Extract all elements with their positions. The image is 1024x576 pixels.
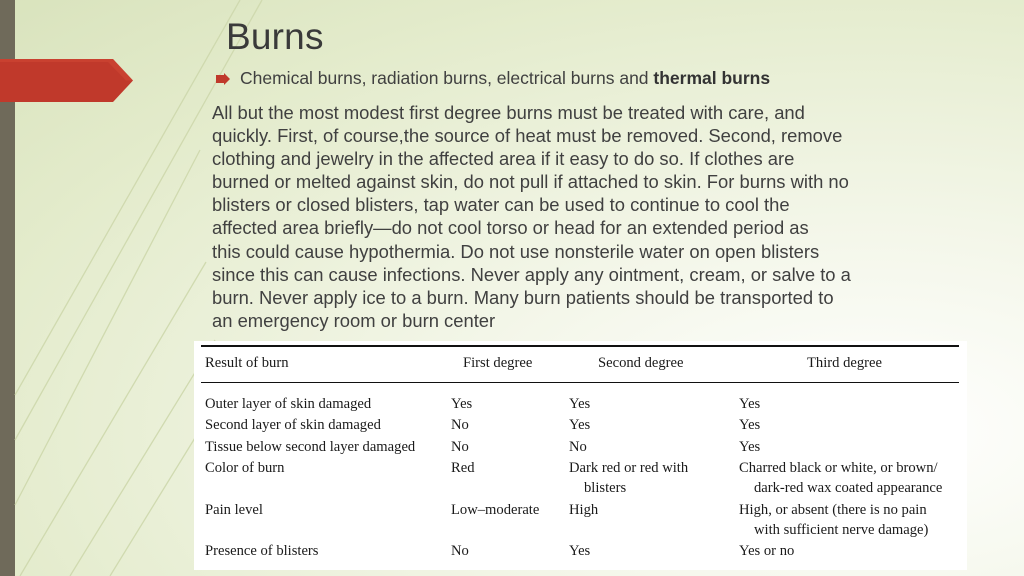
cell-third-degree: Yes or no xyxy=(739,543,795,559)
cell-result: Outer layer of skin damaged xyxy=(205,395,372,412)
bullet-item xyxy=(216,68,770,89)
cell-result: Pain level xyxy=(205,501,263,518)
cell-second-degree xyxy=(569,458,739,500)
cell-line: Dark red or red with xyxy=(569,460,689,476)
cell-first-degree: No xyxy=(451,543,469,559)
paragraph-line: an emergency room or burn center xyxy=(212,309,496,331)
cell-result: Color of burn xyxy=(205,460,285,476)
cell-second-degree: No xyxy=(569,438,587,455)
table-row xyxy=(201,437,959,459)
cell-result: Presence of blisters xyxy=(205,543,319,559)
paragraph-line: quickly. First, of course,the source of heat must be removed. Second, remove xyxy=(212,125,843,147)
accent-red-tab xyxy=(0,59,133,102)
cell-line-cont: dark-red wax coated appearance xyxy=(754,480,943,496)
paragraph-line: clothing and jewelry in the affected area if it easy to do so. If clothes are xyxy=(212,148,795,170)
table-row xyxy=(201,394,959,416)
cell-third-degree: Yes xyxy=(739,438,761,455)
paragraph-line: burn. Never apply ice to a burn. Many burn patients should be transported to xyxy=(212,286,834,308)
header-first-degree: First degree xyxy=(463,355,533,371)
paragraph-line: since this can cause infections. Never apply any ointment, cream, or salve to a xyxy=(212,263,851,285)
paragraph-line: All but the most modest first degree burns must be treated with care, and xyxy=(212,102,805,123)
cell-second-degree: Yes xyxy=(569,395,591,412)
table-header-row xyxy=(201,346,959,383)
cell-third-degree xyxy=(739,458,959,500)
table-row xyxy=(201,458,959,500)
arrow-bullet-icon xyxy=(216,73,230,85)
cell-line-cont: with sufficient nerve damage) xyxy=(754,521,929,538)
cell-result: Tissue below second layer damaged xyxy=(205,438,416,455)
table-row xyxy=(201,500,959,542)
bullet-bold-text: thermal burns xyxy=(653,68,771,88)
cell-third-degree xyxy=(739,500,959,542)
cell-line-cont: blisters xyxy=(584,480,627,496)
cell-second-degree: Yes xyxy=(569,417,591,433)
header-result-of-burn: Result of burn xyxy=(205,355,289,371)
burn-degree-table xyxy=(201,345,959,561)
cell-line: Charred black or white, or brown/ xyxy=(739,460,938,476)
table-spacer xyxy=(201,383,959,394)
cell-first-degree: Low–moderate xyxy=(451,501,540,518)
cell-second-degree: Yes xyxy=(569,543,591,559)
table-row xyxy=(201,541,959,561)
cell-third-degree: Yes xyxy=(739,417,761,433)
paragraph-line: burned or melted against skin, do not pull if attached to skin. For burns with no xyxy=(212,171,849,193)
burn-degree-table-panel xyxy=(194,341,967,570)
cell-line: High, or absent (there is no pain xyxy=(739,501,927,518)
cell-result: Second layer of skin damaged xyxy=(205,417,381,433)
slide-title: Burns xyxy=(226,16,324,57)
body-paragraph xyxy=(212,101,1012,332)
paragraph-line: this could cause hypothermia. Do not use nonsterile water on open blisters xyxy=(212,240,820,262)
cell-first-degree: Yes xyxy=(451,395,473,412)
cell-third-degree: Yes xyxy=(739,395,761,412)
table-row xyxy=(201,415,959,437)
paragraph-line: affected area briefly—do not cool torso or head for an extended period as xyxy=(212,217,809,239)
bullet-text: Chemical burns, radiation burns, electrical burns and thermal burns xyxy=(240,68,771,88)
cell-first-degree: Red xyxy=(451,460,475,476)
paragraph-line: blisters or closed blisters, tap water can be used to continue to cool the xyxy=(212,194,790,216)
header-third-degree: Third degree xyxy=(807,355,882,371)
cell-second-degree: High xyxy=(569,501,599,518)
cell-first-degree: No xyxy=(451,438,469,455)
header-second-degree: Second degree xyxy=(598,355,684,371)
cell-first-degree: No xyxy=(451,417,469,433)
